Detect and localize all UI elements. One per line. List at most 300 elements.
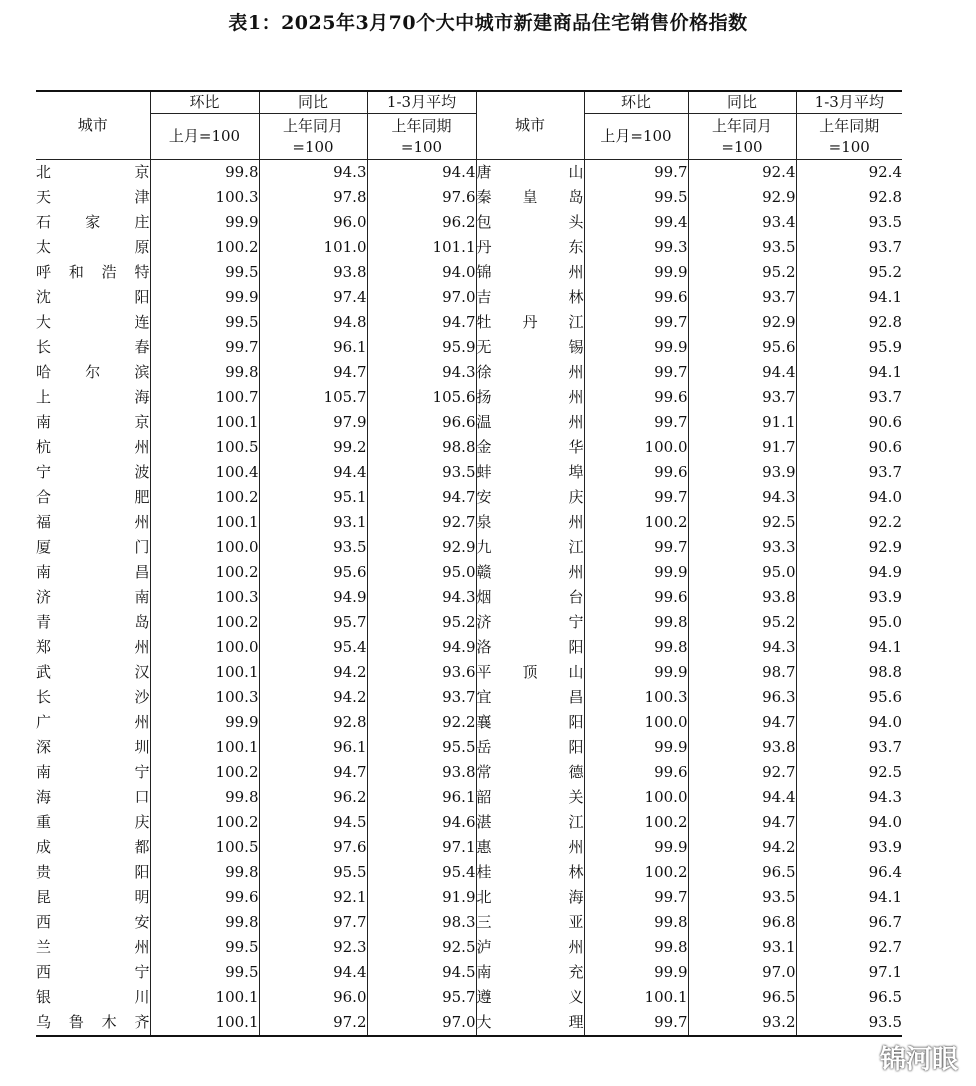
mom-cell: 99.5 bbox=[150, 310, 259, 335]
city-cell: 海口 bbox=[36, 785, 150, 810]
city-cell: 韶关 bbox=[476, 785, 584, 810]
avg-cell: 92.2 bbox=[796, 510, 902, 535]
yoy-base-header: 上年同月 =100 bbox=[259, 114, 367, 160]
yoy-cell: 97.6 bbox=[259, 835, 367, 860]
table-row bbox=[36, 660, 902, 685]
mom-cell: 99.7 bbox=[150, 335, 259, 360]
table-row bbox=[36, 335, 902, 360]
avg-cell: 92.5 bbox=[367, 935, 476, 960]
yoy-cell: 91.1 bbox=[688, 410, 796, 435]
mom-cell: 99.9 bbox=[584, 735, 688, 760]
yoy-cell: 94.7 bbox=[259, 360, 367, 385]
avg-cell: 93.9 bbox=[796, 585, 902, 610]
city-cell: 大连 bbox=[36, 310, 150, 335]
yoy-cell: 93.5 bbox=[688, 885, 796, 910]
city-cell: 秦皇岛 bbox=[476, 185, 584, 210]
yoy-cell: 93.7 bbox=[688, 385, 796, 410]
yoy-cell: 92.8 bbox=[259, 710, 367, 735]
yoy-cell: 96.5 bbox=[688, 860, 796, 885]
avg-cell: 93.8 bbox=[367, 760, 476, 785]
city-cell: 锦州 bbox=[476, 260, 584, 285]
table-row bbox=[36, 735, 902, 760]
avg-cell: 96.5 bbox=[796, 985, 902, 1010]
avg-cell: 96.6 bbox=[367, 410, 476, 435]
city-cell: 遵义 bbox=[476, 985, 584, 1010]
yoy-column-header-right: 同比 bbox=[688, 91, 796, 114]
yoy-cell: 95.0 bbox=[688, 560, 796, 585]
city-cell: 包头 bbox=[476, 210, 584, 235]
mom-cell: 100.2 bbox=[150, 485, 259, 510]
mom-cell: 99.8 bbox=[150, 160, 259, 186]
city-cell: 兰州 bbox=[36, 935, 150, 960]
city-cell: 贵阳 bbox=[36, 860, 150, 885]
city-cell: 哈尔滨 bbox=[36, 360, 150, 385]
mom-cell: 100.3 bbox=[150, 585, 259, 610]
city-cell: 泸州 bbox=[476, 935, 584, 960]
yoy-cell: 96.1 bbox=[259, 335, 367, 360]
city-cell: 合肥 bbox=[36, 485, 150, 510]
yoy-cell: 93.8 bbox=[688, 585, 796, 610]
yoy-cell: 99.2 bbox=[259, 435, 367, 460]
yoy-cell: 92.9 bbox=[688, 310, 796, 335]
yoy-cell: 97.2 bbox=[259, 1010, 367, 1036]
table-row bbox=[36, 910, 902, 935]
yoy-cell: 92.9 bbox=[688, 185, 796, 210]
table-row bbox=[36, 885, 902, 910]
mom-cell: 100.2 bbox=[584, 860, 688, 885]
yoy-cell: 92.5 bbox=[688, 510, 796, 535]
table-body bbox=[36, 160, 902, 1037]
mom-base-header: 上月=100 bbox=[150, 114, 259, 160]
avg-cell: 96.4 bbox=[796, 860, 902, 885]
table-row bbox=[36, 260, 902, 285]
table-row bbox=[36, 810, 902, 835]
avg-cell: 93.7 bbox=[796, 235, 902, 260]
yoy-cell: 94.2 bbox=[688, 835, 796, 860]
city-cell: 惠州 bbox=[476, 835, 584, 860]
city-cell: 宜昌 bbox=[476, 685, 584, 710]
mom-cell: 99.9 bbox=[584, 560, 688, 585]
table-row bbox=[36, 285, 902, 310]
yoy-cell: 94.4 bbox=[688, 785, 796, 810]
table-row bbox=[36, 1010, 902, 1036]
mom-cell: 100.0 bbox=[150, 635, 259, 660]
yoy-cell: 93.1 bbox=[688, 935, 796, 960]
table-row bbox=[36, 160, 902, 186]
mom-cell: 99.5 bbox=[150, 960, 259, 985]
avg-cell: 93.7 bbox=[796, 735, 902, 760]
avg-cell: 93.7 bbox=[367, 685, 476, 710]
mom-cell: 99.9 bbox=[584, 960, 688, 985]
city-cell: 武汉 bbox=[36, 660, 150, 685]
city-cell: 九江 bbox=[476, 535, 584, 560]
table-row bbox=[36, 410, 902, 435]
city-cell: 无锡 bbox=[476, 335, 584, 360]
mom-cell: 100.1 bbox=[150, 985, 259, 1010]
avg-cell: 90.6 bbox=[796, 435, 902, 460]
city-cell: 长春 bbox=[36, 335, 150, 360]
mom-cell: 99.6 bbox=[584, 285, 688, 310]
mom-cell: 99.8 bbox=[584, 610, 688, 635]
avg-cell: 94.0 bbox=[796, 485, 902, 510]
yoy-base-header-right: 上年同月 =100 bbox=[688, 114, 796, 160]
city-cell: 蚌埠 bbox=[476, 460, 584, 485]
city-cell: 杭州 bbox=[36, 435, 150, 460]
yoy-cell: 95.6 bbox=[688, 335, 796, 360]
city-cell: 西安 bbox=[36, 910, 150, 935]
mom-cell: 99.3 bbox=[584, 235, 688, 260]
yoy-cell: 94.7 bbox=[688, 810, 796, 835]
avg-cell: 94.6 bbox=[367, 810, 476, 835]
table-row bbox=[36, 635, 902, 660]
mom-cell: 99.7 bbox=[584, 535, 688, 560]
avg-cell: 96.7 bbox=[796, 910, 902, 935]
price-index-table bbox=[36, 90, 902, 1037]
avg-cell: 96.1 bbox=[367, 785, 476, 810]
yoy-cell: 96.5 bbox=[688, 985, 796, 1010]
mom-cell: 99.5 bbox=[584, 185, 688, 210]
mom-cell: 100.1 bbox=[584, 985, 688, 1010]
avg-cell: 92.4 bbox=[796, 160, 902, 186]
mom-cell: 99.4 bbox=[584, 210, 688, 235]
city-cell: 长沙 bbox=[36, 685, 150, 710]
avg-cell: 94.0 bbox=[796, 810, 902, 835]
yoy-cell: 92.7 bbox=[688, 760, 796, 785]
avg-cell: 93.7 bbox=[796, 385, 902, 410]
city-cell: 深圳 bbox=[36, 735, 150, 760]
yoy-cell: 95.4 bbox=[259, 635, 367, 660]
city-cell: 天津 bbox=[36, 185, 150, 210]
city-cell: 吉林 bbox=[476, 285, 584, 310]
avg-cell: 94.0 bbox=[367, 260, 476, 285]
yoy-cell: 96.3 bbox=[688, 685, 796, 710]
city-cell: 烟台 bbox=[476, 585, 584, 610]
city-cell: 丹东 bbox=[476, 235, 584, 260]
yoy-cell: 93.7 bbox=[688, 285, 796, 310]
avg-cell: 93.5 bbox=[367, 460, 476, 485]
yoy-cell: 93.5 bbox=[259, 535, 367, 560]
mom-cell: 99.8 bbox=[584, 935, 688, 960]
mom-cell: 99.9 bbox=[584, 335, 688, 360]
mom-cell: 100.0 bbox=[584, 435, 688, 460]
yoy-cell: 95.6 bbox=[259, 560, 367, 585]
yoy-cell: 93.9 bbox=[688, 460, 796, 485]
city-cell: 桂林 bbox=[476, 860, 584, 885]
table-row bbox=[36, 310, 902, 335]
yoy-cell: 95.7 bbox=[259, 610, 367, 635]
table-row bbox=[36, 460, 902, 485]
mom-cell: 99.7 bbox=[584, 885, 688, 910]
yoy-cell: 96.1 bbox=[259, 735, 367, 760]
avg-cell: 93.9 bbox=[796, 835, 902, 860]
city-cell: 扬州 bbox=[476, 385, 584, 410]
mom-cell: 99.6 bbox=[584, 760, 688, 785]
yoy-cell: 94.8 bbox=[259, 310, 367, 335]
mom-cell: 99.7 bbox=[584, 1010, 688, 1036]
mom-cell: 99.7 bbox=[584, 485, 688, 510]
avg-cell: 97.1 bbox=[796, 960, 902, 985]
mom-cell: 100.1 bbox=[150, 660, 259, 685]
mom-cell: 99.8 bbox=[584, 910, 688, 935]
city-cell: 岳阳 bbox=[476, 735, 584, 760]
avg-cell: 97.1 bbox=[367, 835, 476, 860]
avg-cell: 94.5 bbox=[367, 960, 476, 985]
city-cell: 南昌 bbox=[36, 560, 150, 585]
mom-cell: 100.2 bbox=[584, 510, 688, 535]
city-cell: 太原 bbox=[36, 235, 150, 260]
avg-cell: 94.1 bbox=[796, 885, 902, 910]
yoy-cell: 95.5 bbox=[259, 860, 367, 885]
city-cell: 青岛 bbox=[36, 610, 150, 635]
table-row bbox=[36, 385, 902, 410]
city-cell: 重庆 bbox=[36, 810, 150, 835]
avg-cell: 94.1 bbox=[796, 635, 902, 660]
mom-cell: 100.2 bbox=[150, 760, 259, 785]
yoy-cell: 94.7 bbox=[688, 710, 796, 735]
city-cell: 宁波 bbox=[36, 460, 150, 485]
yoy-cell: 95.2 bbox=[688, 260, 796, 285]
table-row bbox=[36, 210, 902, 235]
city-cell: 泉州 bbox=[476, 510, 584, 535]
avg-cell: 95.0 bbox=[367, 560, 476, 585]
yoy-cell: 92.3 bbox=[259, 935, 367, 960]
mom-cell: 99.9 bbox=[584, 835, 688, 860]
avg-cell: 95.5 bbox=[367, 735, 476, 760]
city-cell: 温州 bbox=[476, 410, 584, 435]
avg-cell: 92.9 bbox=[367, 535, 476, 560]
avg-cell: 94.3 bbox=[367, 360, 476, 385]
yoy-cell: 94.4 bbox=[688, 360, 796, 385]
city-cell: 广州 bbox=[36, 710, 150, 735]
city-cell: 安庆 bbox=[476, 485, 584, 510]
mom-cell: 100.5 bbox=[150, 835, 259, 860]
mom-cell: 99.5 bbox=[150, 935, 259, 960]
table-row bbox=[36, 960, 902, 985]
mom-cell: 100.0 bbox=[150, 535, 259, 560]
table-row bbox=[36, 835, 902, 860]
mom-cell: 100.1 bbox=[150, 1010, 259, 1036]
avg-cell: 95.9 bbox=[367, 335, 476, 360]
city-cell: 平顶山 bbox=[476, 660, 584, 685]
avg-cell: 94.7 bbox=[367, 310, 476, 335]
city-cell: 大理 bbox=[476, 1010, 584, 1036]
avg-cell: 95.0 bbox=[796, 610, 902, 635]
watermark-logo: 锦河眼 bbox=[879, 1045, 958, 1075]
table-row bbox=[36, 560, 902, 585]
yoy-cell: 96.0 bbox=[259, 985, 367, 1010]
avg-cell: 94.9 bbox=[796, 560, 902, 585]
avg-cell: 94.3 bbox=[796, 785, 902, 810]
city-column-header-right: 城市 bbox=[476, 91, 584, 160]
yoy-cell: 95.1 bbox=[259, 485, 367, 510]
mom-cell: 100.3 bbox=[150, 185, 259, 210]
mom-cell: 99.8 bbox=[150, 360, 259, 385]
avg-cell: 105.6 bbox=[367, 385, 476, 410]
yoy-cell: 96.2 bbox=[259, 785, 367, 810]
yoy-cell: 97.7 bbox=[259, 910, 367, 935]
mom-cell: 99.7 bbox=[584, 360, 688, 385]
city-cell: 郑州 bbox=[36, 635, 150, 660]
city-cell: 济南 bbox=[36, 585, 150, 610]
yoy-cell: 97.8 bbox=[259, 185, 367, 210]
table-row bbox=[36, 185, 902, 210]
avg-cell: 98.3 bbox=[367, 910, 476, 935]
city-cell: 昆明 bbox=[36, 885, 150, 910]
mom-cell: 99.7 bbox=[584, 160, 688, 186]
mom-cell: 100.0 bbox=[584, 710, 688, 735]
avg-cell: 94.0 bbox=[796, 710, 902, 735]
yoy-cell: 93.2 bbox=[688, 1010, 796, 1036]
yoy-cell: 105.7 bbox=[259, 385, 367, 410]
table-header bbox=[36, 91, 902, 160]
city-cell: 北京 bbox=[36, 160, 150, 186]
avg-cell: 94.9 bbox=[367, 635, 476, 660]
city-cell: 石家庄 bbox=[36, 210, 150, 235]
yoy-cell: 93.1 bbox=[259, 510, 367, 535]
table-row bbox=[36, 535, 902, 560]
city-cell: 南京 bbox=[36, 410, 150, 435]
yoy-cell: 94.2 bbox=[259, 660, 367, 685]
mom-cell: 100.2 bbox=[150, 560, 259, 585]
table-row bbox=[36, 485, 902, 510]
yoy-cell: 94.4 bbox=[259, 960, 367, 985]
table-row bbox=[36, 860, 902, 885]
yoy-cell: 94.3 bbox=[259, 160, 367, 186]
avg-cell: 101.1 bbox=[367, 235, 476, 260]
avg-cell: 94.7 bbox=[367, 485, 476, 510]
table-row bbox=[36, 435, 902, 460]
yoy-cell: 95.2 bbox=[688, 610, 796, 635]
mom-cell: 100.4 bbox=[150, 460, 259, 485]
table-row bbox=[36, 935, 902, 960]
mom-cell: 99.7 bbox=[584, 310, 688, 335]
avg-cell: 95.9 bbox=[796, 335, 902, 360]
yoy-cell: 94.7 bbox=[259, 760, 367, 785]
yoy-cell: 94.5 bbox=[259, 810, 367, 835]
mom-cell: 100.2 bbox=[150, 810, 259, 835]
mom-cell: 99.6 bbox=[150, 885, 259, 910]
city-cell: 三亚 bbox=[476, 910, 584, 935]
city-cell: 福州 bbox=[36, 510, 150, 535]
city-cell: 襄阳 bbox=[476, 710, 584, 735]
yoy-cell: 96.0 bbox=[259, 210, 367, 235]
table-row bbox=[36, 685, 902, 710]
city-cell: 南充 bbox=[476, 960, 584, 985]
city-cell: 乌鲁木齐 bbox=[36, 1010, 150, 1036]
avg-cell: 92.5 bbox=[796, 760, 902, 785]
yoy-cell: 94.2 bbox=[259, 685, 367, 710]
table-row bbox=[36, 610, 902, 635]
yoy-cell: 93.3 bbox=[688, 535, 796, 560]
mom-cell: 99.9 bbox=[150, 285, 259, 310]
city-cell: 济宁 bbox=[476, 610, 584, 635]
city-cell: 西宁 bbox=[36, 960, 150, 985]
table-row bbox=[36, 985, 902, 1010]
mom-cell: 99.8 bbox=[150, 910, 259, 935]
avg-cell: 90.6 bbox=[796, 410, 902, 435]
mom-cell: 99.8 bbox=[150, 860, 259, 885]
avg-cell: 92.7 bbox=[796, 935, 902, 960]
table-row bbox=[36, 760, 902, 785]
avg-base-header-right: 上年同期 =100 bbox=[796, 114, 902, 160]
mom-cell: 99.6 bbox=[584, 460, 688, 485]
yoy-cell: 97.9 bbox=[259, 410, 367, 435]
avg-cell: 91.9 bbox=[367, 885, 476, 910]
yoy-cell: 94.4 bbox=[259, 460, 367, 485]
mom-cell: 100.1 bbox=[150, 510, 259, 535]
avg-cell: 93.6 bbox=[367, 660, 476, 685]
mom-cell: 99.9 bbox=[150, 210, 259, 235]
yoy-cell: 93.8 bbox=[259, 260, 367, 285]
city-cell: 北海 bbox=[476, 885, 584, 910]
avg-cell: 93.5 bbox=[796, 210, 902, 235]
city-cell: 金华 bbox=[476, 435, 584, 460]
mom-cell: 99.6 bbox=[584, 385, 688, 410]
avg-cell: 95.6 bbox=[796, 685, 902, 710]
avg-column-header-right: 1-3月平均 bbox=[796, 91, 902, 114]
yoy-cell: 97.4 bbox=[259, 285, 367, 310]
table-row bbox=[36, 510, 902, 535]
mom-cell: 100.1 bbox=[150, 735, 259, 760]
mom-cell: 100.0 bbox=[584, 785, 688, 810]
avg-base-header: 上年同期 =100 bbox=[367, 114, 476, 160]
avg-cell: 92.8 bbox=[796, 185, 902, 210]
avg-cell: 94.4 bbox=[367, 160, 476, 186]
yoy-cell: 94.3 bbox=[688, 485, 796, 510]
table-row bbox=[36, 710, 902, 735]
yoy-cell: 97.0 bbox=[688, 960, 796, 985]
mom-cell: 99.6 bbox=[584, 585, 688, 610]
avg-cell: 94.3 bbox=[367, 585, 476, 610]
mom-cell: 99.8 bbox=[584, 635, 688, 660]
yoy-cell: 92.1 bbox=[259, 885, 367, 910]
table-row bbox=[36, 235, 902, 260]
mom-cell: 99.7 bbox=[584, 410, 688, 435]
avg-cell: 92.8 bbox=[796, 310, 902, 335]
yoy-cell: 98.7 bbox=[688, 660, 796, 685]
city-cell: 牡丹江 bbox=[476, 310, 584, 335]
avg-cell: 93.5 bbox=[796, 1010, 902, 1036]
avg-cell: 94.1 bbox=[796, 360, 902, 385]
yoy-cell: 93.8 bbox=[688, 735, 796, 760]
avg-cell: 98.8 bbox=[796, 660, 902, 685]
table-row bbox=[36, 785, 902, 810]
city-cell: 呼和浩特 bbox=[36, 260, 150, 285]
avg-cell: 95.7 bbox=[367, 985, 476, 1010]
yoy-cell: 93.5 bbox=[688, 235, 796, 260]
mom-cell: 100.1 bbox=[150, 410, 259, 435]
city-cell: 上海 bbox=[36, 385, 150, 410]
avg-cell: 93.7 bbox=[796, 460, 902, 485]
yoy-column-header: 同比 bbox=[259, 91, 367, 114]
city-cell: 银川 bbox=[36, 985, 150, 1010]
avg-cell: 94.1 bbox=[796, 285, 902, 310]
mom-cell: 100.7 bbox=[150, 385, 259, 410]
city-cell: 常德 bbox=[476, 760, 584, 785]
mom-cell: 99.5 bbox=[150, 260, 259, 285]
mom-base-header-right: 上月=100 bbox=[584, 114, 688, 160]
mom-cell: 100.2 bbox=[584, 810, 688, 835]
city-cell: 沈阳 bbox=[36, 285, 150, 310]
mom-cell: 99.9 bbox=[584, 260, 688, 285]
avg-cell: 95.4 bbox=[367, 860, 476, 885]
avg-cell: 97.0 bbox=[367, 1010, 476, 1036]
mom-cell: 99.9 bbox=[150, 710, 259, 735]
mom-column-header-right: 环比 bbox=[584, 91, 688, 114]
city-cell: 洛阳 bbox=[476, 635, 584, 660]
avg-cell: 95.2 bbox=[367, 610, 476, 635]
avg-cell: 92.9 bbox=[796, 535, 902, 560]
